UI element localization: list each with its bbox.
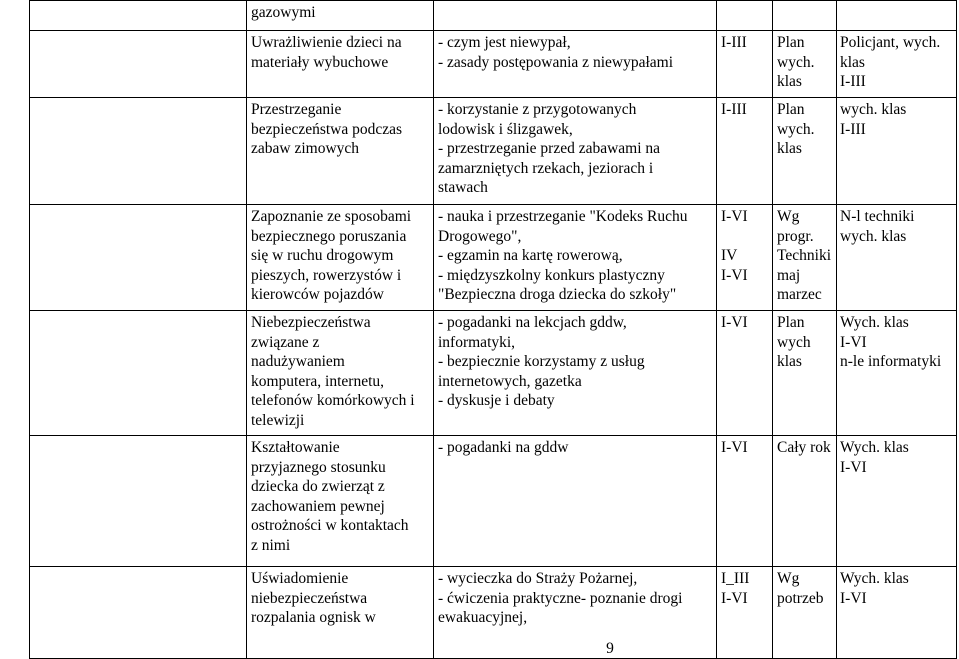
date-cell — [773, 311, 837, 436]
cell-text-line: związane z — [251, 333, 320, 351]
cell-text-line: Wych. klas — [840, 570, 909, 587]
activities-cell — [434, 205, 717, 311]
cell-text-line: zabaw zimowych — [251, 140, 360, 157]
cell-text-line: - przestrzeganie przed zabawami na — [438, 140, 661, 157]
table-row — [30, 205, 957, 311]
cell-text-line: I-VI — [840, 458, 867, 476]
cell-text-line: - czym jest niewypał, — [438, 34, 571, 51]
table-row — [30, 1, 957, 31]
cell-text-line: klas — [840, 53, 865, 71]
cell-text-line: pieszych, rowerzystów i — [251, 266, 402, 284]
activities-cell — [434, 436, 717, 567]
cell-text-line: wych. klas — [840, 101, 907, 118]
empty-margin-cell — [30, 98, 247, 205]
cell-text-line: stawach — [438, 179, 488, 196]
empty-margin-cell — [30, 436, 247, 567]
cell-text-line: Przestrzeganie — [251, 101, 342, 118]
cell-text-line: - pogadanki na gddw — [438, 439, 569, 456]
empty-margin-cell — [30, 205, 247, 311]
cell-text-line: I-III — [721, 101, 747, 118]
classes-cell — [717, 205, 773, 311]
table-body — [30, 1, 957, 659]
cell-text-line: I-VI — [721, 208, 748, 225]
cell-text-line: Wych. klas — [840, 439, 909, 456]
cell-text-line: Cały rok — [777, 439, 831, 456]
cell-text-line: nadużywaniem — [251, 353, 345, 370]
cell-text-line: - dyskusje i debaty — [438, 392, 555, 409]
cell-text-line: kierowców pojazdów — [251, 286, 384, 303]
cell-text-line: klas — [777, 73, 802, 90]
table-row — [30, 436, 957, 567]
cell-text-line: - nauka i przestrzeganie "Kodeks Ruchu — [438, 208, 688, 225]
cell-text-line: Niebezpieczeństwa — [251, 314, 371, 331]
activities-cell — [434, 1, 717, 31]
cell-text-line: - pogadanki na lekcjach gddw, — [438, 314, 627, 331]
cell-text-line: niebezpieczeństwa — [251, 589, 368, 607]
date-cell — [773, 205, 837, 311]
cell-text-line: materiały wybuchowe — [251, 53, 389, 71]
cell-text-line: telewizji — [251, 411, 305, 429]
cell-text-line: Wg — [777, 570, 800, 587]
empty-margin-cell — [30, 311, 247, 436]
topic-cell — [247, 311, 434, 436]
cell-text-line: klas — [777, 140, 802, 157]
cell-text-line: - ćwiczenia praktyczne- poznanie drogi — [438, 589, 683, 607]
cell-text-line: klas — [777, 353, 802, 370]
cell-text-line: I-III — [840, 120, 866, 138]
cell-text-line: I-III — [721, 34, 747, 51]
classes-cell — [717, 1, 773, 31]
cell-text-line: Zapoznanie ze sposobami — [251, 208, 412, 225]
empty-margin-cell — [30, 1, 247, 31]
topic-cell — [247, 436, 434, 567]
cell-text-line: Techniki — [777, 247, 832, 264]
cell-text-line: I-III — [840, 73, 866, 90]
cell-text-line: - wycieczka do Straży Pożarnej, — [438, 570, 638, 587]
cell-text-line: Plan — [777, 314, 805, 331]
responsible-cell — [837, 1, 957, 31]
responsible-cell — [837, 311, 957, 436]
date-cell — [773, 436, 837, 567]
cell-text-line: I_III — [721, 570, 750, 587]
cell-text-line: I-VI — [721, 266, 748, 284]
table-row — [30, 311, 957, 436]
cell-text-line: I-VI — [721, 439, 748, 456]
cell-text-line: się w ruchu drogowym — [251, 247, 394, 264]
cell-text-line: - międzyszkolny konkurs plastyczny — [438, 266, 665, 284]
cell-text-line: ewakuacyjnej, — [438, 609, 528, 626]
cell-text-line: wych — [777, 333, 811, 351]
cell-text-line: Plan — [777, 101, 805, 118]
cell-text-line: telefonów komórkowych i — [251, 392, 415, 409]
cell-text-line: bezpieczeństwa podczas — [251, 120, 403, 138]
cell-text-line: IV — [721, 247, 738, 264]
cell-text-line — [721, 227, 769, 247]
activities-cell — [434, 311, 717, 436]
cell-text-line: I-VI — [721, 589, 748, 607]
responsible-cell — [837, 436, 957, 567]
cell-text-line: - egzamin na kartę rowerową, — [438, 247, 623, 264]
cell-text-line: n-le informatyki — [840, 353, 942, 370]
cell-text-line: - zasady postępowania z niewypałami — [438, 53, 673, 71]
date-cell — [773, 98, 837, 205]
cell-text-line: potrzeb — [777, 589, 824, 607]
cell-text-line: Wg — [777, 208, 800, 225]
cell-text-line: I-VI — [721, 314, 748, 331]
cell-text-line: komputera, internetu, — [251, 372, 384, 390]
cell-text-line: Uświadomienie — [251, 570, 349, 587]
cell-text-line: Uwrażliwienie dzieci na — [251, 34, 402, 51]
cell-text-line: Policjant, wych. — [840, 34, 941, 51]
topic-cell — [247, 1, 434, 31]
table-row — [30, 98, 957, 205]
responsible-cell — [837, 205, 957, 311]
cell-text-line: zachowaniem pewnej — [251, 497, 385, 515]
cell-text-line: I-VI — [840, 333, 867, 351]
cell-text-line: wych. klas — [840, 227, 907, 245]
cell-text-line: Wych. klas — [840, 314, 909, 331]
cell-text-line: marzec — [777, 286, 822, 303]
responsible-cell — [837, 98, 957, 205]
cell-text-line: rozpalania ognisk w — [251, 609, 376, 626]
responsible-cell — [837, 31, 957, 98]
cell-text-line: Kształtowanie — [251, 439, 340, 456]
topic-cell — [247, 98, 434, 205]
cell-text-line: Drogowego", — [438, 227, 522, 245]
cell-text-line: N-l techniki — [840, 208, 915, 225]
cell-text-line: dziecka do zwierząt z — [251, 478, 385, 495]
classes-cell — [717, 436, 773, 567]
activities-cell — [434, 31, 717, 98]
topic-cell — [247, 31, 434, 98]
classes-cell — [717, 311, 773, 436]
cell-text-line: Plan — [777, 34, 805, 51]
cell-text-line: internetowych, gazetka — [438, 372, 582, 390]
cell-text-line: przyjaznego stosunku — [251, 458, 386, 476]
cell-text-line: zamarzniętych rzekach, jeziorach i — [438, 159, 654, 177]
cell-text-line: lodowisk i ślizgawek, — [438, 120, 573, 138]
safety-plan-table — [29, 0, 957, 659]
date-cell — [773, 31, 837, 98]
cell-text-line: maj — [777, 266, 801, 284]
cell-text-line: gazowymi — [251, 4, 316, 21]
empty-margin-cell — [30, 31, 247, 98]
cell-text-line: - bezpiecznie korzystamy z usług — [438, 353, 645, 370]
table-row — [30, 31, 957, 98]
cell-text-line: ostrożności w kontaktach — [251, 517, 409, 534]
page-number: 9 — [606, 640, 614, 657]
cell-text-line: z nimi — [251, 536, 291, 554]
cell-text-line: wych. — [777, 120, 815, 138]
cell-text-line: "Bezpieczna droga dziecka do szkoły" — [438, 286, 677, 303]
cell-text-line: - korzystanie z przygotowanych — [438, 101, 637, 118]
cell-text-line: informatyki, — [438, 333, 516, 351]
cell-text-line: wych. — [777, 53, 815, 71]
date-cell — [773, 1, 837, 31]
activities-cell — [434, 98, 717, 205]
cell-text-line: I-VI — [840, 589, 867, 607]
cell-text-line: bezpiecznego poruszania — [251, 227, 407, 245]
classes-cell — [717, 31, 773, 98]
classes-cell — [717, 98, 773, 205]
cell-text-line: progr. — [777, 227, 814, 245]
topic-cell — [247, 205, 434, 311]
